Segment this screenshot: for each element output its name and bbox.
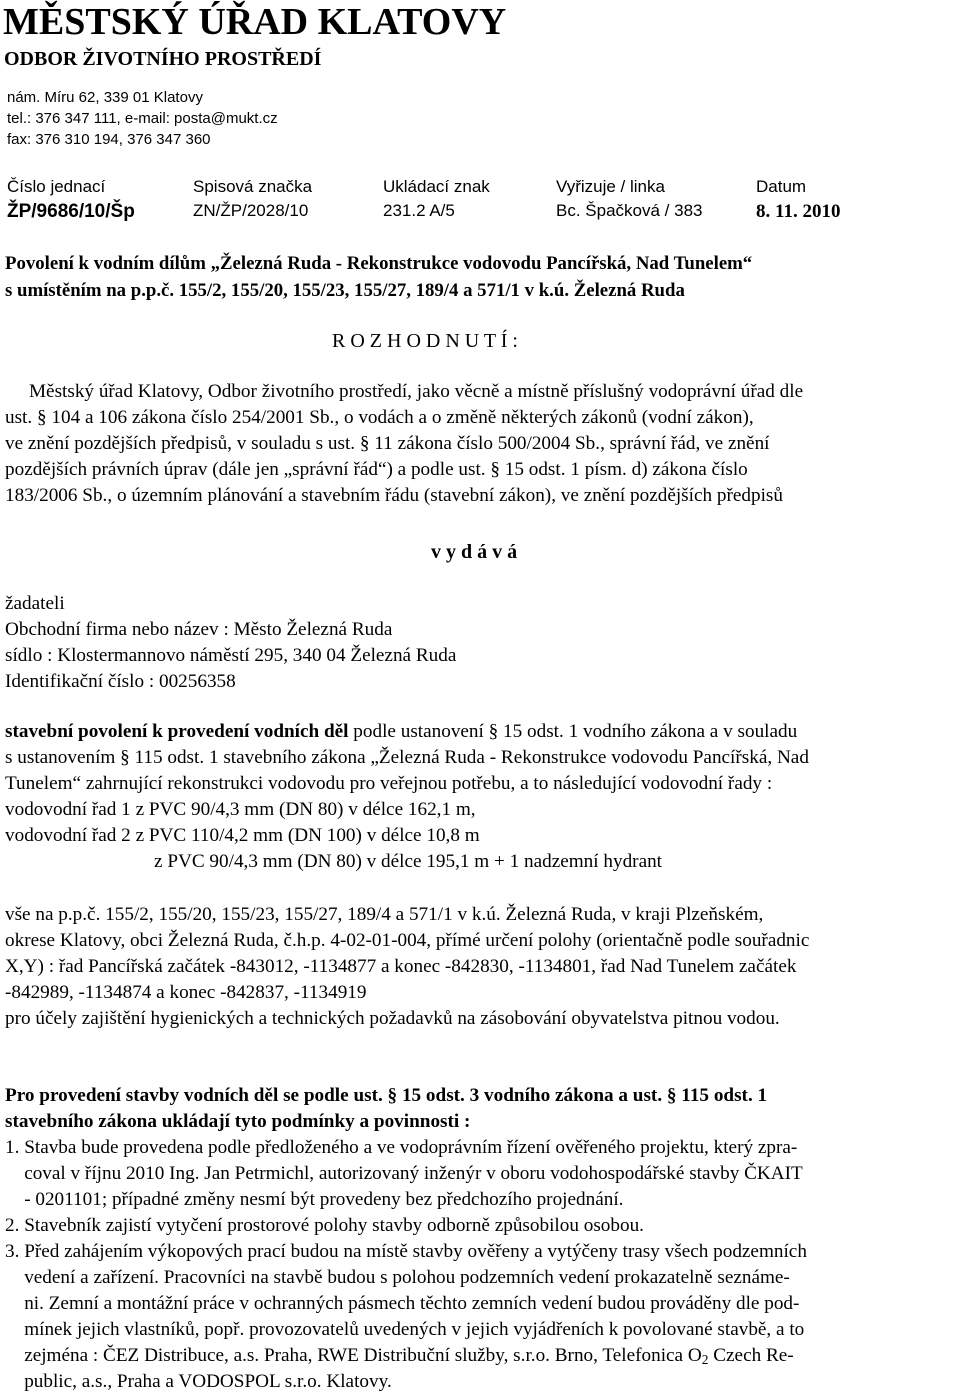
office-address: nám. Míru 62, 339 01 Klatovy xyxy=(7,89,203,106)
intro-line: pozdějších právních úprav (dále jen „správní řád“) a podle ust. § 15 odst. 1 písm. d) zákona číslo xyxy=(5,459,748,480)
intro-line: 183/2006 Sb., o územním plánování a stavebním řádu (stavební zákon), ve znění pozdějších předpisů xyxy=(5,485,783,506)
intro-line: Městský úřad Klatovy, Odbor životního prostředí, jako věcně a místně příslušný vodoprávní úřad dle xyxy=(29,381,804,402)
ref-value-date: 8. 11. 2010 xyxy=(756,201,841,222)
ref-label-file-mark: Spisová značka xyxy=(193,177,313,196)
condition-line: public, a.s., Praha a VODOSPOL s.r.o. Klatovy. xyxy=(5,1371,392,1392)
applicant-line: Identifikační číslo : 00256358 xyxy=(5,671,236,692)
location-line: okrese Klatovy, obci Železná Ruda, č.h.p. 4-02-01-004, přímé určení polohy (orientačně podle souřadnic xyxy=(5,930,810,951)
permit-line: s ustanovením § 115 odst. 1 stavebního zákona „Železná Ruda - Rekonstrukce vodovodu Pancířská, Nad xyxy=(5,747,809,768)
intro-line: ve znění pozdějších předpisů, v souladu s ust. § 11 zákona číslo 500/2004 Sb., správní řád, ve znění xyxy=(5,433,770,454)
ref-value-handler: Bc. Špačková / 383 xyxy=(556,201,703,220)
applicant-line: sídlo : Klostermannovo náměstí 295, 340 04 Železná Ruda xyxy=(5,645,457,666)
ref-label-handler: Vyřizuje / linka xyxy=(556,177,665,196)
location-line: pro účely zajištění hygienických a technických požadavků na zásobování obyvatelstva pitnou vodou. xyxy=(5,1008,780,1029)
issues-heading: v y d á v á xyxy=(431,541,518,563)
subscript-2: 2 xyxy=(701,1351,709,1367)
condition-line: - 0201101; případné změny nesmí být provedeny bez předchozího projednání. xyxy=(5,1189,624,1210)
condition-line: coval v říjnu 2010 Ing. Jan Petrmichl, autorizovaný inženýr v oboru vodohospodářské stavby ČKAIT xyxy=(5,1163,803,1184)
ref-value-file-mark: ZN/ŽP/2028/10 xyxy=(193,201,309,220)
condition-line xyxy=(5,1344,794,1371)
condition-text: Czech Re- xyxy=(708,1345,794,1366)
ref-label-case-number: Číslo jednací xyxy=(7,177,106,196)
office-title: MĚSTSKÝ ÚŘAD KLATOVY xyxy=(3,1,507,43)
ref-value-storage-mark: 231.2 A/5 xyxy=(383,201,455,220)
ref-label-storage-mark: Ukládací znak xyxy=(383,177,490,196)
condition-line: 1. Stavba bude provedena podle předloženého a ve vodoprávním řízení ověřeného projektu, který zpra- xyxy=(5,1137,798,1158)
intro-line: ust. § 104 a 106 zákona číslo 254/2001 Sb., o vodách a o změně některých zákonů (vodní zákon), xyxy=(5,407,754,428)
condition-line: mínek jejich vlastníků, popř. provozovatelů uvedených v jejich vyjádřeních k povolované stavbě, a to xyxy=(5,1319,805,1340)
permit-line: vodovodní řad 1 z PVC 90/4,3 mm (DN 80) v délce 162,1 m, xyxy=(5,799,476,820)
subject-line-1: Povolení k vodním dílům „Železná Ruda - Rekonstrukce vodovodu Pancířská, Nad Tunelem“ xyxy=(5,253,753,274)
location-line: X,Y) : řad Pancířská začátek -843012, -1134877 a konec -842830, -1134801, řad Nad Tunelem začátek xyxy=(5,956,797,977)
location-line: -842989, -1134874 a konec -842837, -1134919 xyxy=(5,982,367,1003)
decision-title: R O Z H O D N U T Í : xyxy=(332,330,518,352)
location-line: vše na p.p.č. 155/2, 155/20, 155/23, 155/27, 189/4 a 571/1 v k.ú. Železná Ruda, v kraji Plzeňském, xyxy=(5,904,764,925)
permit-line: vodovodní řad 2 z PVC 110/4,2 mm (DN 100) v délce 10,8 m xyxy=(5,825,480,846)
ref-label-date: Datum xyxy=(756,177,807,196)
permit-line: z PVC 90/4,3 mm (DN 80) v délce 195,1 m + 1 nadzemní hydrant xyxy=(154,851,663,872)
office-contact: tel.: 376 347 111, e-mail: posta@mukt.cz xyxy=(7,110,278,127)
applicant-line: žadateli xyxy=(5,593,65,614)
subject-line-2: s umístěním na p.p.č. 155/2, 155/20, 155/23, 155/27, 189/4 a 571/1 v k.ú. Železná Ruda xyxy=(5,280,685,301)
permit-line xyxy=(5,720,797,743)
permit-line: Tunelem“ zahrnující rekonstrukci vodovodu pro veřejnou potřebu, a to následující vodovodní řady : xyxy=(5,773,773,794)
condition-line: 2. Stavebník zajistí vytyčení prostorové polohy stavby odborně způsobilou osobou. xyxy=(5,1215,644,1236)
permit-rest: podle ustanovení § 15 odst. 1 vodního zákona a v souladu xyxy=(348,721,798,742)
condition-text: zejména : ČEZ Distribuce, a.s. Praha, RWE Distribuční služby, s.r.o. Brno, Telefonica O xyxy=(5,1345,702,1366)
applicant-line: Obchodní firma nebo název : Město Železná Ruda xyxy=(5,619,393,640)
condition-line: ni. Zemní a montážní práce v ochranných pásmech těchto zemních vedení budou prováděny dle pod- xyxy=(5,1293,800,1314)
condition-line: vedení a zařízení. Pracovníci na stavbě budou s polohou podzemních vedení prokazatelně seznáme- xyxy=(5,1267,790,1288)
conditions-heading: stavebního zákona ukládají tyto podmínky a povinnosti : xyxy=(5,1111,471,1132)
ref-value-case-number: ŽP/9686/10/Šp xyxy=(7,201,135,222)
permit-bold: stavební povolení k provedení vodních děl xyxy=(5,721,349,742)
condition-line: 3. Před zahájením výkopových prací budou na místě stavby ověřeny a vytýčeny trasy všech podzemních xyxy=(5,1241,807,1262)
department-title: ODBOR ŽIVOTNÍHO PROSTŘEDÍ xyxy=(4,48,322,70)
conditions-heading: Pro provedení stavby vodních děl se podle ust. § 15 odst. 3 vodního zákona a ust. § 115 odst. 1 xyxy=(5,1085,768,1106)
office-fax: fax: 376 310 194, 376 347 360 xyxy=(7,131,211,148)
